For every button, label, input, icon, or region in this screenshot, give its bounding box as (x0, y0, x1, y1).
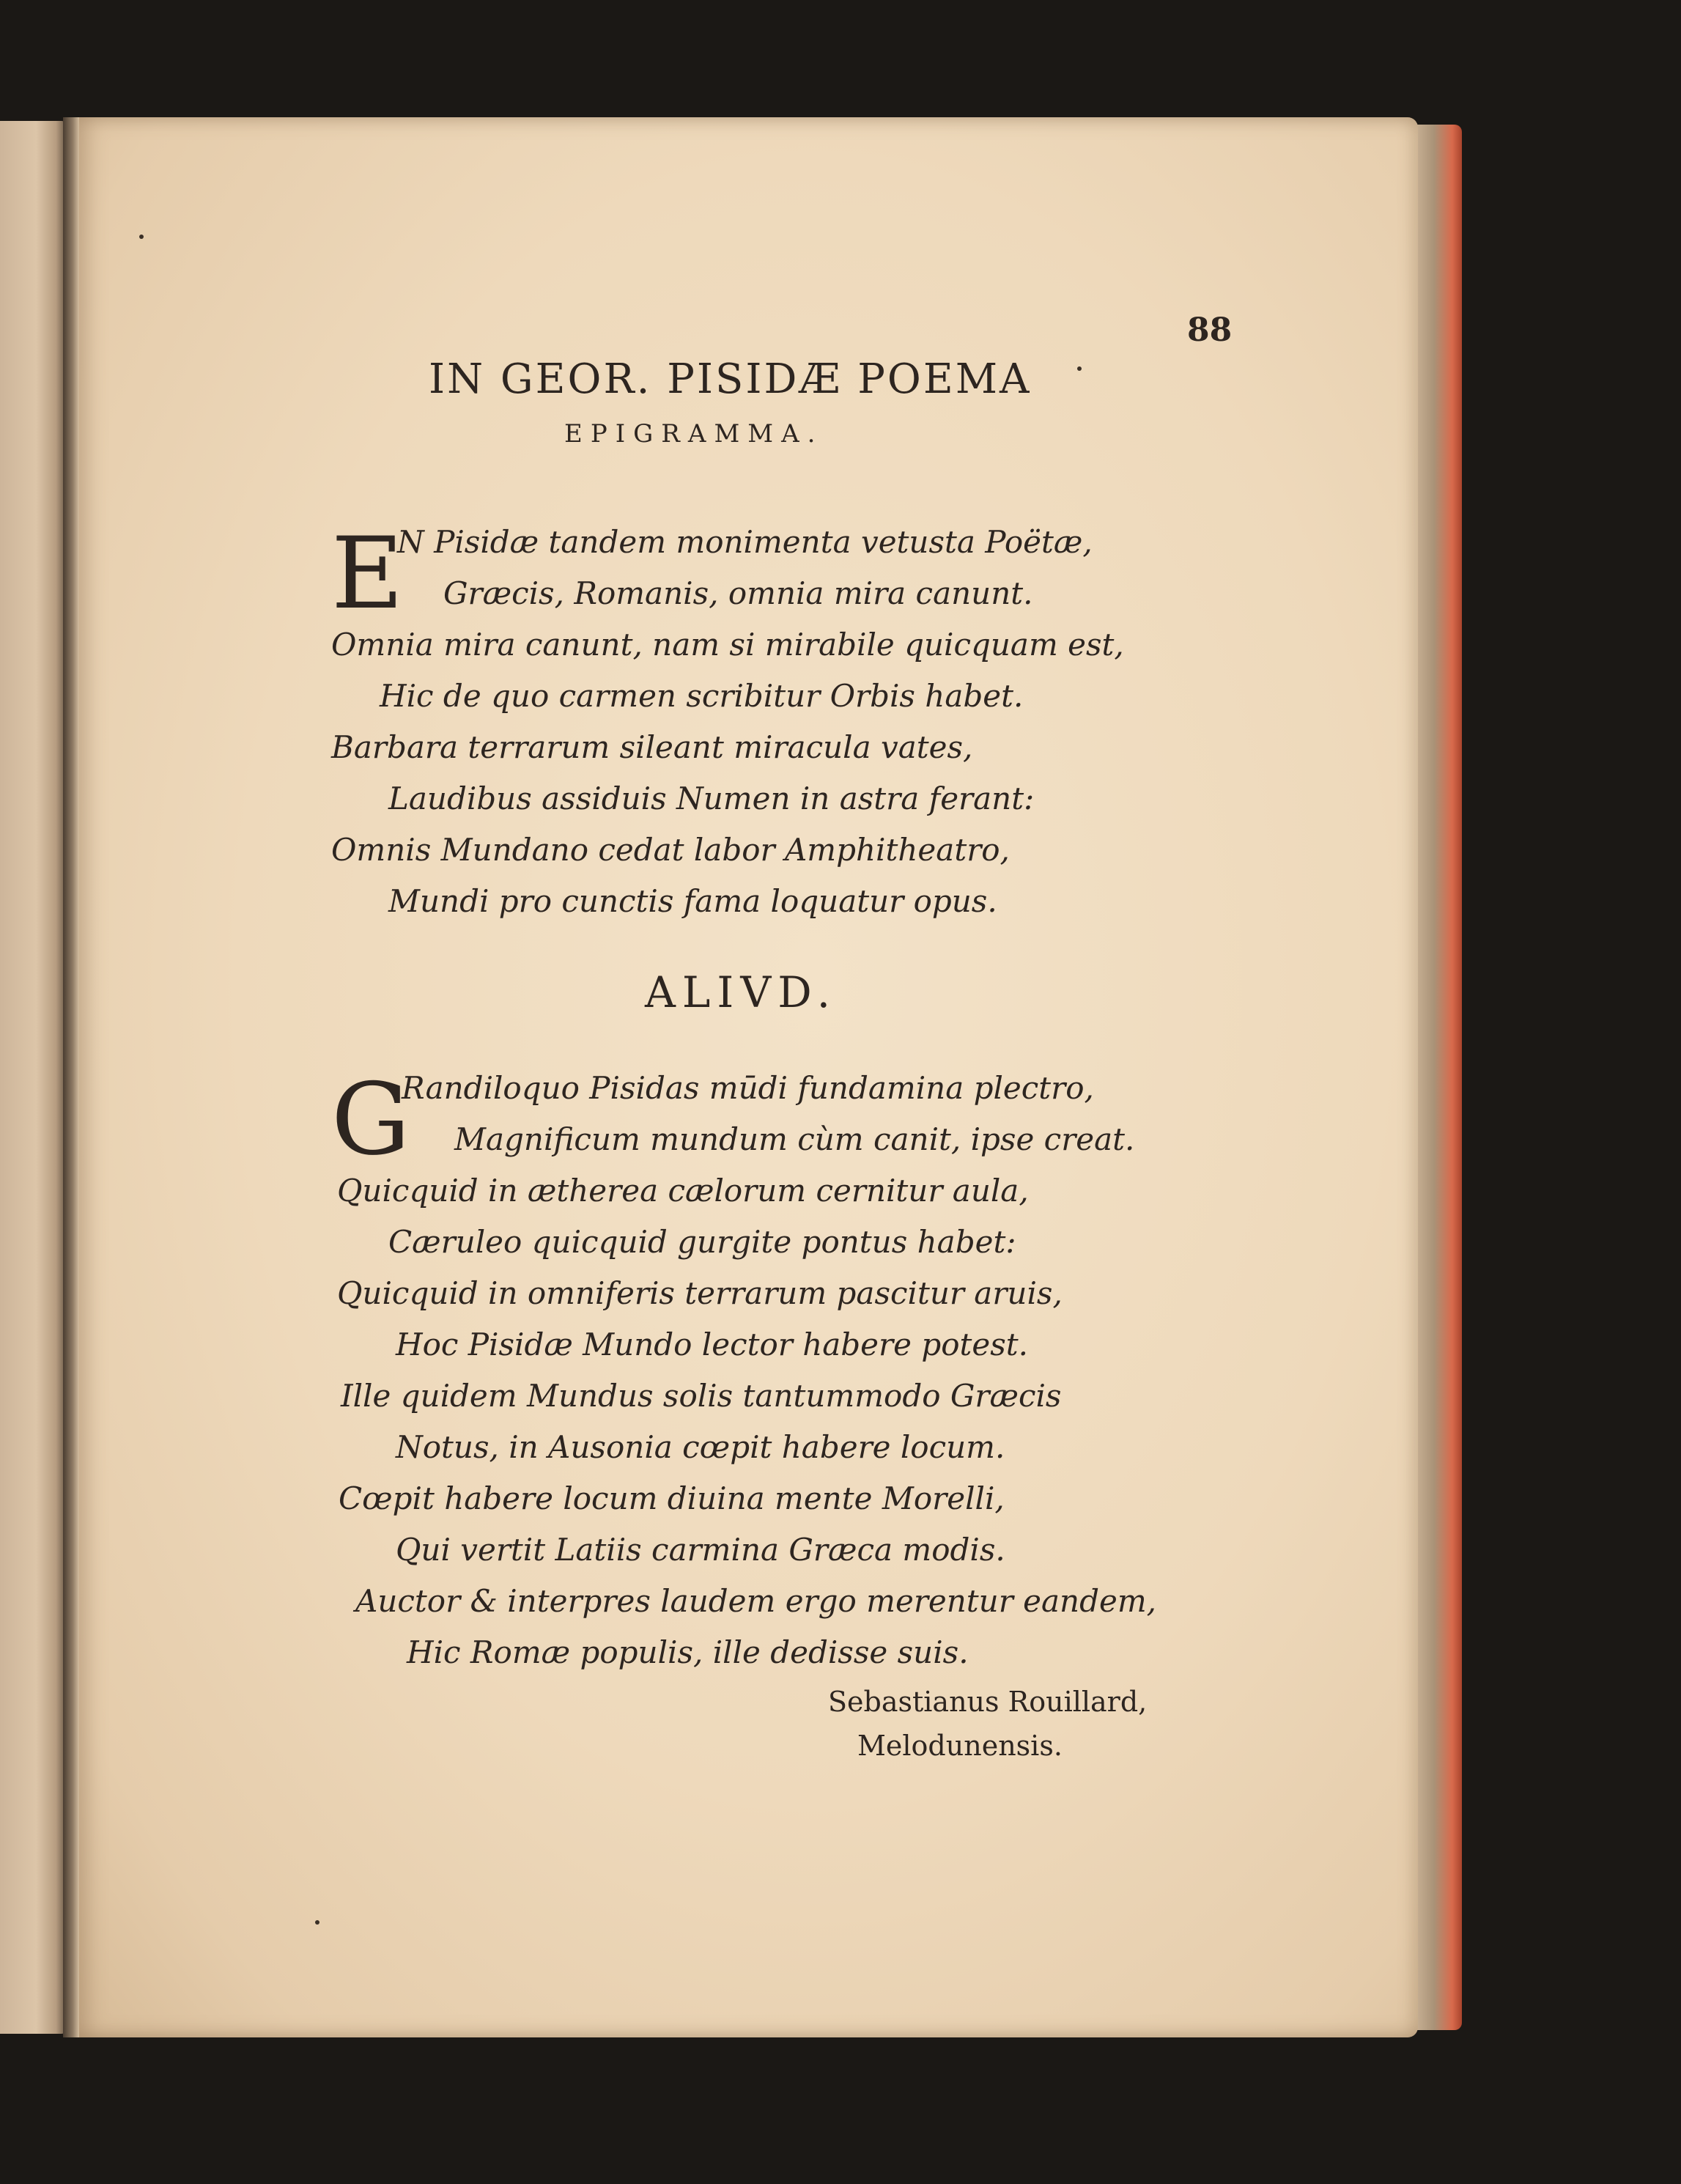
poem1-line: Laudibus assiduis Numen in astra ferant: (388, 781, 1035, 816)
poem1-line: Omnis Mundano cedat labor Amphitheatro, (331, 832, 1010, 868)
poem2-line: Ille quidem Mundus solis tantummodo Græcis (341, 1378, 1062, 1414)
poem2-line: Cœpit habere locum diuina mente Morelli, (339, 1480, 1005, 1516)
poem2-line: Hic Romæ populis, ille dedisse suis. (407, 1634, 969, 1670)
poem2-line: Magnificum mundum cùm canit, ipse creat. (454, 1121, 1135, 1157)
poem1-line: Mundi pro cunctis fama loquatur opus. (388, 883, 997, 919)
poem1-line: Græcis, Romanis, omnia mira canunt. (443, 575, 1033, 611)
poem2-line: Hoc Pisidæ Mundo lector habere potest. (396, 1327, 1029, 1362)
poem2-line: Notus, in Ausonia cœpit habere locum. (396, 1429, 1005, 1465)
poem1-line: Omnia mira canunt, nam si mirabile quicquam est, (331, 627, 1124, 663)
poem1-line: Hic de quo carmen scribitur Orbis habet. (380, 678, 1024, 714)
poem1-line: N Pisidæ tandem monimenta vetusta Poëtæ, (397, 524, 1093, 560)
book-page (73, 117, 1418, 2037)
poem1-line: Barbara terrarum sileant miracula vates, (331, 729, 973, 765)
page-number: 88 (1187, 311, 1233, 349)
section-heading-aliud: ALIVD. (645, 967, 838, 1017)
drop-cap-g: G (331, 1062, 410, 1177)
previous-page-edge (0, 121, 66, 2034)
drop-cap-e: E (331, 516, 404, 631)
ink-speck (139, 235, 144, 239)
book-gutter (63, 117, 79, 2037)
poem2-line: Quicquid in ætherea cælorum cernitur aula, (337, 1173, 1029, 1209)
signature-place: Melodunensis. (857, 1730, 1063, 1762)
ink-speck (1077, 366, 1082, 371)
poem2-line: Quicquid in omniferis terrarum pascitur aruis, (337, 1275, 1063, 1311)
poem2-line: Qui vertit Latiis carmina Græca modis. (396, 1532, 1005, 1568)
poem2-line: Cæruleo quicquid gurgite pontus habet: (388, 1224, 1016, 1260)
page-title: IN GEOR. PISIDÆ POEMA (429, 355, 1032, 403)
ink-speck (315, 1920, 319, 1925)
page-subtitle: EPIGRAMMA. (564, 419, 824, 449)
signature-name: Sebastianus Rouillard, (828, 1686, 1148, 1718)
poem2-line: Randiloquo Pisidas mūdi fundamina plectro, (402, 1070, 1094, 1106)
poem2-line: Auctor & interpres laudem ergo merentur eandem, (355, 1583, 1157, 1619)
